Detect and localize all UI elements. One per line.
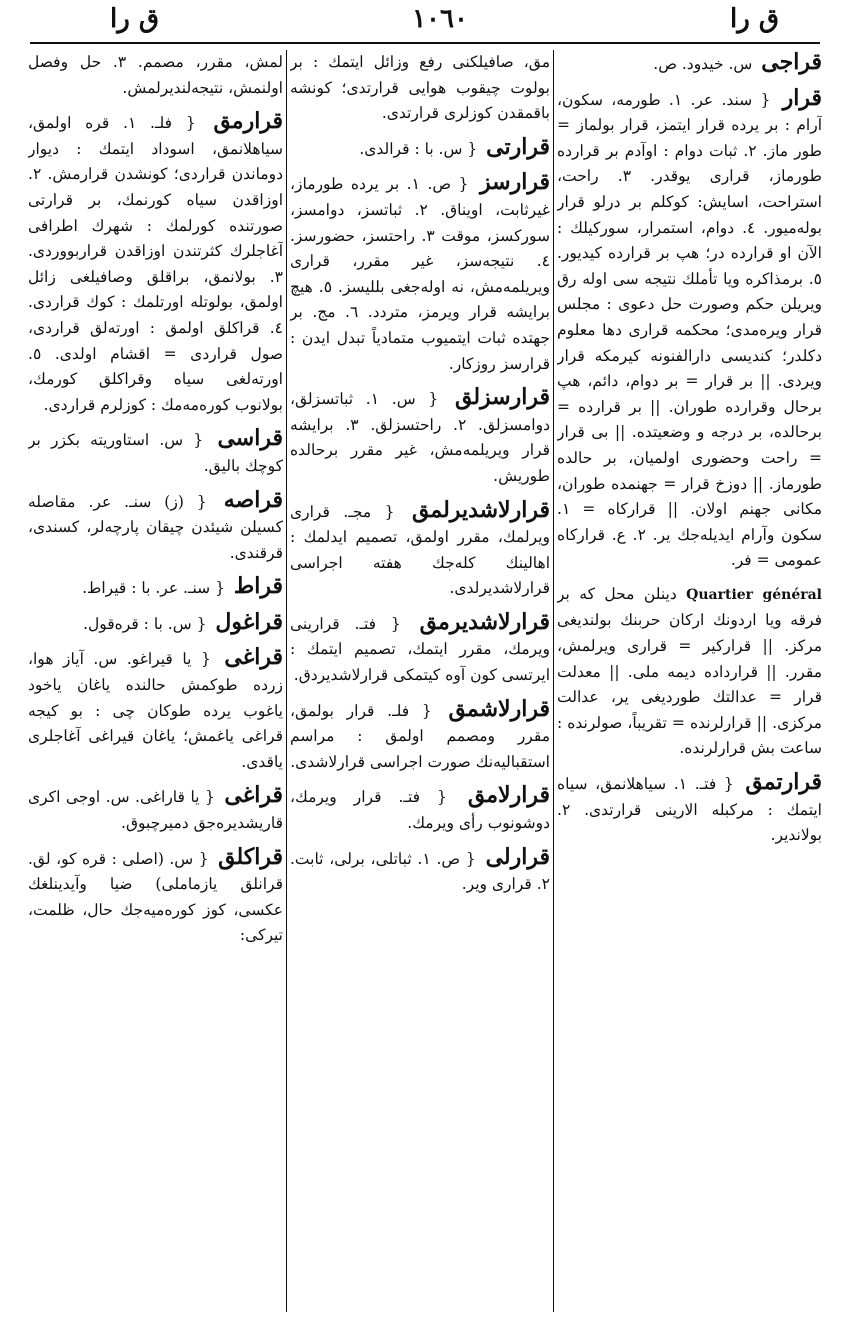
right-guide-word: ق را [730,4,780,34]
entry-headword: قرارلاشمق [448,695,550,722]
entry-headword: قرارتمق [745,769,822,796]
left-guide-word: ق را [110,4,160,34]
entry-definition: { ص. ١. ثباتلی، برلی، ثابت. ٢. قراری ویر. [290,849,550,894]
entry-headword: قراصه [223,486,283,513]
entry-definition: { فلـ. ١. قره اولمق، سیاهلانمق، اسوداد ایتمك : دیوار دوماندن قراردی؛ کونشدن قرارمش. ٢. اوزاقدن سیاه کورنمك، بر قرارتی صورتنده کورلمك : شهرك اطرافی آغاجلرك کثرتندن اوزاقدن قراربووردی. ٣. بولانمق، براقلق وصافیلغی زائل اولمق، بولوتله اورتلمك : کوك قراردی. ٤. قراکلق اولمق : اورته‌لق قراردی، صول قراردی = اقشام اولدی. ٥. اورتەلغی سیاه وقراکلق کورمك، بولانوب کوره‌مه‌مك : کوزلرم قراردی. [28,114,283,414]
dictionary-entry [557,50,822,78]
entry-latin-term: Quartier général [686,586,822,603]
dictionary-entry [28,574,283,602]
entry-headword: قرارلامق [467,782,550,809]
entry-definition: { سنـ. عر. با : قیراط. [82,579,225,598]
entry-headword: قرارسزلق [454,384,550,411]
entry-headword: قراکلق [218,843,283,870]
dictionary-entry [28,610,283,638]
entry-definition: { فتـ. قرارینی ویرمك، مقرر ایتمك، تصمیم ایتمك : ایرتسی کون آوه کیتمکی قرارلاشدیردق. [290,614,550,685]
dictionary-entry [290,50,550,127]
entry-definition: { (ز) سنـ. عر. مقاصله کسیلن شیئدن چیقان پارچه‌لر، کسندی، قرقندی. [28,492,283,562]
page-number: ١٠٦٠ [412,4,468,34]
entry-definition: { س. استاوریته بکزر بر کوچك بالیق. [28,431,283,475]
page-header [30,0,820,42]
entry-definition: { س. با : قره‌قول. [83,614,207,633]
entry-definition: { س. (اصلی : قره کو، لق. قرانلق یازماملی) ضیا وآیدینلغك عکسی، کوز کوره‌میه‌جك حال، ظلمت، تیرکی: [28,849,283,945]
dictionary-entry [557,86,822,574]
dictionary-entry [28,50,283,101]
dictionary-entry [28,488,283,567]
dictionary-entry [290,385,550,489]
dictionary-entry [28,109,283,418]
entry-definition: { ص. ١. بر یرده طورماز، غیرثابت، اویناق. ٢. ثباتسز، دوامسز، سورکسز، موقت ٣. راحتسز، حضورسز. ٤. نتیجه‌سز، غیر مقرر، قراری ویریلمه‌مش، نه اوله‌جغی بللیسز. ٥. هیچ برایشه قرار ویرمز، متردد. ٦. مج. بر جهتده ثبات ایتمیوب متمادیاً تبدل ایدن : قرارسز روزکار. [290,175,550,373]
entry-headword: قرارلی [485,843,550,870]
entry-definition: { س. ١. ثباتسزلق، دوامسزلق. ٢. راحتسزلق. ٣. برایشه قرار ویریلمه‌مش، غیر مقرر برحالده طوریش. [290,390,550,485]
entry-headword: قراجی [761,50,822,75]
entry-headword: قراسی [217,425,283,452]
column-divider-left [286,50,287,1312]
entry-definition: { فلـ. قرار بولمق، مقرر ومصمم اولمق : مراسم استقبالیه‌نك صورت اجراسی قرارلاشدی. [290,701,550,771]
entry-definition: { سند. عر. ١. طورمه، سکون، آرام : بر یرده قرار ایتمز، قرار بولماز = طور ماز. ٢. ثبات دوام : اوآدم بر قرارده طورماز، قراری یوقدر. ٣. راحت، استراحت، اسایش: کوکلم بر درلو قرار بولەمیور. ٤. دوام، استمرار، سورکیلك : الآن او قرارده در؛ هپ بر قرارده کیدیور. ٥. برمذاکره ویا تأملك نتیجه سی اوله رق ویریلن حکم وصورت حل دعوی : مجلس قرار ویرەمدی؛ محکمه قراری دها معلوم دکلدر؛ کندیسی دارالفنونه کیرمکه قرار ویردی. || بر قرار = بر دوام، دائم، هپ برحال وقرارده طوران. || بر قرارده = برحالده، بر درجه و وضعیتده. || بی قرار = راحت وحضوری اولمیان، بر حالده طورماز. || دوزخ قرار = جهنمده طوران، مکانی جهنم اولان. || قرارکاه = ١. سکون وآرام ایدیله‌جك یر. ٢. ع. قرارکاه عمومی = فر. [557,90,822,570]
entry-definition: { فتـ. ١. سیاهلانمق، سیاه ایتمك : مرکبله الارینی قرارتدی. ٢. بولاندیر. [557,775,822,845]
middle-column [290,50,550,1310]
entry-headword: قرارسز [480,169,550,196]
dictionary-entry [290,498,550,602]
column-divider-right [553,50,554,1312]
entry-definition: لمش، مقرر، مصمم. ٣. حل وفصل اولنمش، نتیجه‌لندیرلمش. [28,53,283,97]
right-column [557,50,822,1310]
entry-headword: قراغی [224,782,283,809]
dictionary-entry [290,697,550,776]
entry-headword: قرارلاشدیرمق [419,608,550,635]
entry-definition: مق، صافیلکنی رفع وزائل ایتمك : بر بولوت چیقوب هوایی قرارتدی؛ کونشه باقمقدن کوزلری قرارتدی. [290,53,550,123]
dictionary-entry [28,426,283,479]
dictionary-entry [28,645,283,775]
entry-definition: { یا قاراغی. س. اوجی اکری قاریشدیرەجق دمیرچبوق. [28,788,283,833]
entry-definition: { یا قیراغو. س. آیاز هوا، زرده طوکمش حالنده یاغان یاخود یاغوب یرده طوکان چی : بو کیجه قراغی یاغمش؛ یاغان قیراغی آغاجلری یاقدی. [28,650,283,771]
dictionary-entry [290,783,550,836]
dictionary-entry [290,170,550,377]
entry-headword: قراط [233,573,283,600]
dictionary-entry [557,770,822,849]
dictionary-entry [290,845,550,898]
dictionary-entry [28,845,283,949]
header-rule [30,42,820,44]
dictionary-entry [557,582,822,762]
entry-definition: س. خیدود. ص. [653,55,753,73]
entry-definition: دینلن محل که بر فرقه ویا اردونك ارکان حربنك بولندیغی مرکز. || قرارکیر = قراری ویرلمش، مقرر. || قرارداده دیمه ملی. || معدلت قرار = عدالتك طوردیغی یر، عدالت مرکزی. || قرارلرنده = تقریباً، صولرنده : ساعت بش قرارلرنده. [557,584,822,758]
entry-headword: قرارمق [213,108,283,135]
dictionary-entry [290,610,550,689]
entry-headword: قراغی [224,644,283,671]
left-column [28,50,283,1310]
dictionary-entry [28,783,283,836]
entry-definition: { فتـ. قرار ویرمك، دوشونوب رأی ویرمك. [290,788,550,833]
entry-headword: قراغول [215,608,283,635]
entry-headword: قرار [782,84,822,111]
entry-headword: قرارتی [486,133,550,160]
dictionary-entry [290,135,550,163]
entry-headword: قرارلاشدیرلمق [412,496,550,523]
entry-definition: { مجـ. قراری ویرلمك، مقرر اولمق، تصمیم ایدلمك : اهالینك کله‌جك هفته اجراسی قرارلاشدیرلدی. [290,502,550,598]
entry-definition: { س. با : قرالدی. [359,139,478,158]
